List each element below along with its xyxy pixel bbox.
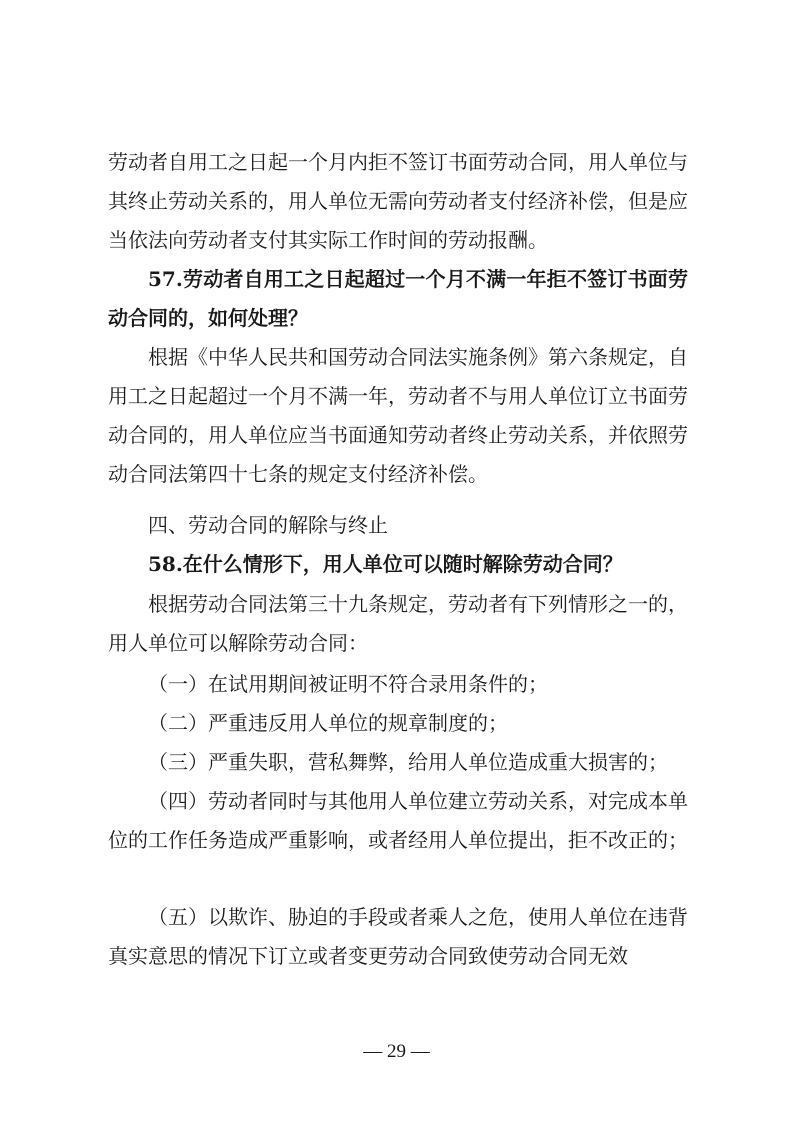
page-number: — 29 — — [363, 1041, 430, 1062]
section-heading-dissolution: 四、劳动合同的解除与终止 — [148, 513, 388, 537]
question-57-heading: 57.劳动者自用工之日起超过一个月不满一年拒不签订书面劳动合同的，如何处理？ — [108, 267, 688, 330]
list-item-3: （三）严重失职，营私舞弊，给用人单位造成重大损害的； — [148, 750, 668, 774]
list-item-5: （五）以欺诈、胁迫的手段或者乘人之危，使用人单位在违背真实意思的情况下订立或者变更劳动合同致使劳动合同无效 — [108, 905, 688, 968]
answer-57-paragraph: 根据《中华人民共和国劳动合同法实施条例》第六条规定，自用工之日起超过一个月不满一年，劳动者不与用人单位订立书面劳动合同的，用人单位应当书面通知劳动者终止劳动关系，并依照劳动合同法第四十七条的规定支付经济补偿。 — [108, 345, 688, 486]
question-58-heading: 58.在什么情形下，用人单位可以随时解除劳动合同？ — [148, 552, 623, 576]
list-item-2: （二）严重违反用人单位的规章制度的； — [148, 711, 508, 735]
list-item-4: （四）劳动者同时与其他用人单位建立劳动关系，对完成本单位的工作任务造成严重影响，或者经用人单位提出，拒不改正的； — [108, 789, 688, 852]
paragraph-termination-within-one-month: 劳动者自用工之日起一个月内拒不签订书面劳动合同，用人单位与其终止劳动关系的，用人单位无需向劳动者支付经济补偿，但是应当依法向劳动者支付其实际工作时间的劳动报酬。 — [108, 150, 688, 252]
list-item-1: （一）在试用期间被证明不符合录用条件的； — [148, 672, 548, 696]
answer-58-intro: 根据劳动合同法第三十九条规定，劳动者有下列情形之一的，用人单位可以解除劳动合同： — [108, 592, 688, 655]
